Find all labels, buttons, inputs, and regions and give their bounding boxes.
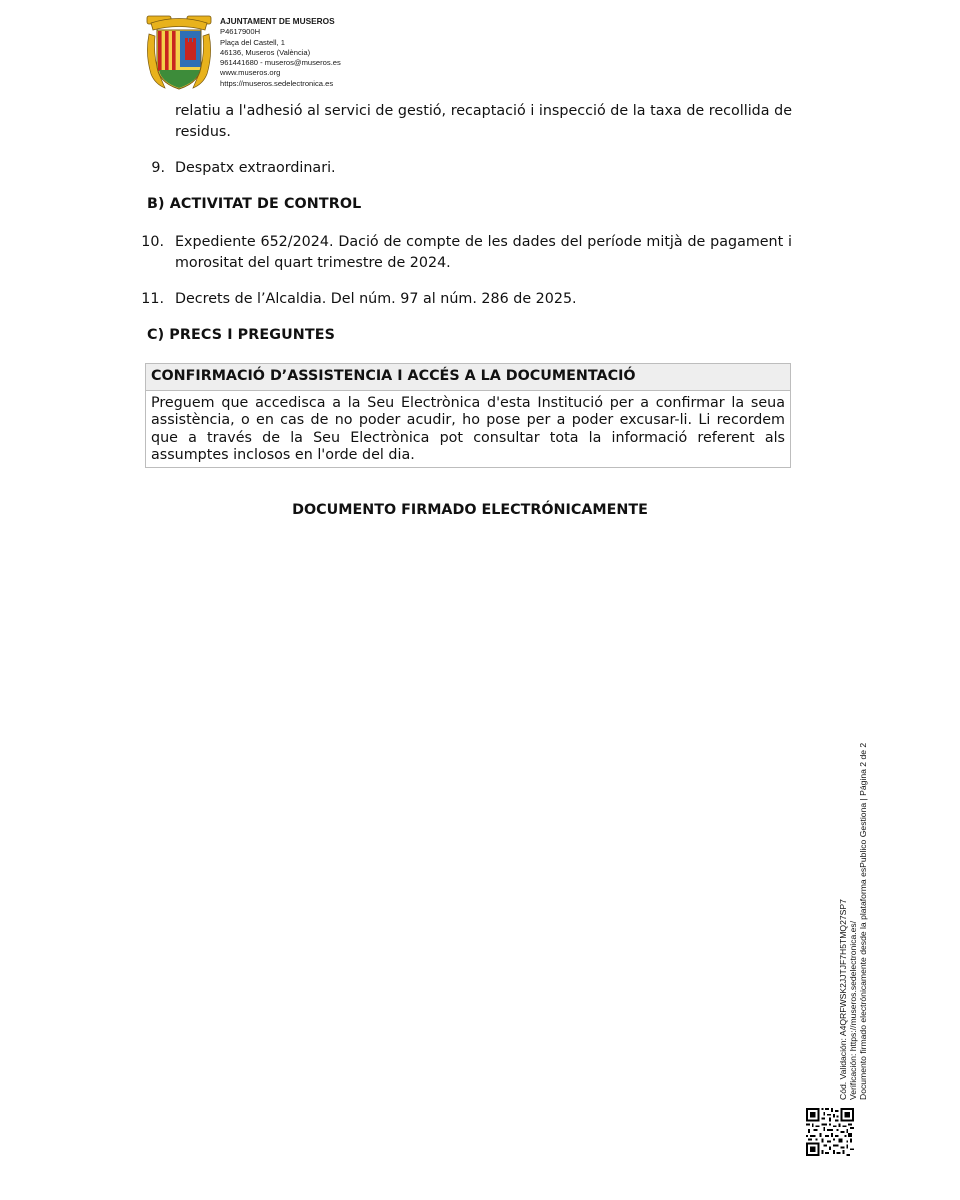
agenda-item-8-continuation: relatiu a l'adhesió al servici de gestió, recaptació i inspecció de la taxa de recollida de residus.	[175, 103, 792, 140]
qr-code	[806, 1108, 854, 1156]
agenda-item-number: 9.	[151, 160, 165, 176]
organization-name: AJUNTAMENT DE MUSEROS	[220, 16, 335, 26]
validation-stamp	[838, 740, 869, 1100]
agenda-item-10: Expediente 652/2024. Dació de compte de les dades del període mitjà de pagament i morositat del quart trimestre de 2024.	[175, 234, 792, 271]
organization-website: www.museros.org	[220, 68, 281, 78]
agenda-item-number: 10.	[141, 234, 164, 250]
agenda-item-9: Despatx extraordinari.	[175, 160, 336, 176]
section-c-heading: C) PRECS I PREGUNTES	[147, 327, 335, 343]
validation-code: Cód. Validación: A4QRFWSK2JJTJF7H5TMQ27SP7	[838, 899, 848, 1100]
platform-page-info: Documento firmado electrónicamente desde la plataforma esPublico Gestiona | Página 2 de 2	[858, 742, 869, 1100]
coat-of-arms-logo	[145, 14, 213, 92]
attendance-confirmation-box	[145, 363, 791, 468]
electronically-signed-notice: DOCUMENTO FIRMADO ELECTRÓNICAMENTE	[292, 502, 648, 518]
organization-e-office: https://museros.sedelectronica.es	[220, 78, 334, 88]
organization-contact: 961441680 - museros@museros.es	[220, 58, 341, 68]
verification-url[interactable]: Verificación: https://museros.sedelectronica.es/	[848, 920, 859, 1100]
agenda-item-number: 11.	[141, 291, 164, 307]
section-b-heading: B) ACTIVITAT DE CONTROL	[147, 196, 362, 212]
attendance-confirmation-body: Preguem que accedisca a la Seu Electrònica d'esta Institució per a confirmar la seua assistència, o en cas de no poder acudir, ho pose per a poder excusar-li. Li recordem que a través de la Seu Electrònica pot consultar tota la informació referent als assumptes inclosos en l'orde del dia.	[151, 395, 785, 463]
organization-address: Plaça del Castell, 1	[220, 37, 286, 47]
letterhead	[145, 14, 445, 94]
attendance-confirmation-title: CONFIRMACIÓ D’ASSISTENCIA I ACCÉS A LA DOCUMENTACIÓ	[146, 364, 790, 391]
organization-details	[220, 16, 450, 89]
agenda-item-11: Decrets de l’Alcaldia. Del núm. 97 al núm. 286 de 2025.	[175, 291, 577, 307]
organization-tax-id: P4617900H	[220, 27, 261, 37]
organization-city: 46136, Museros (València)	[220, 47, 311, 57]
